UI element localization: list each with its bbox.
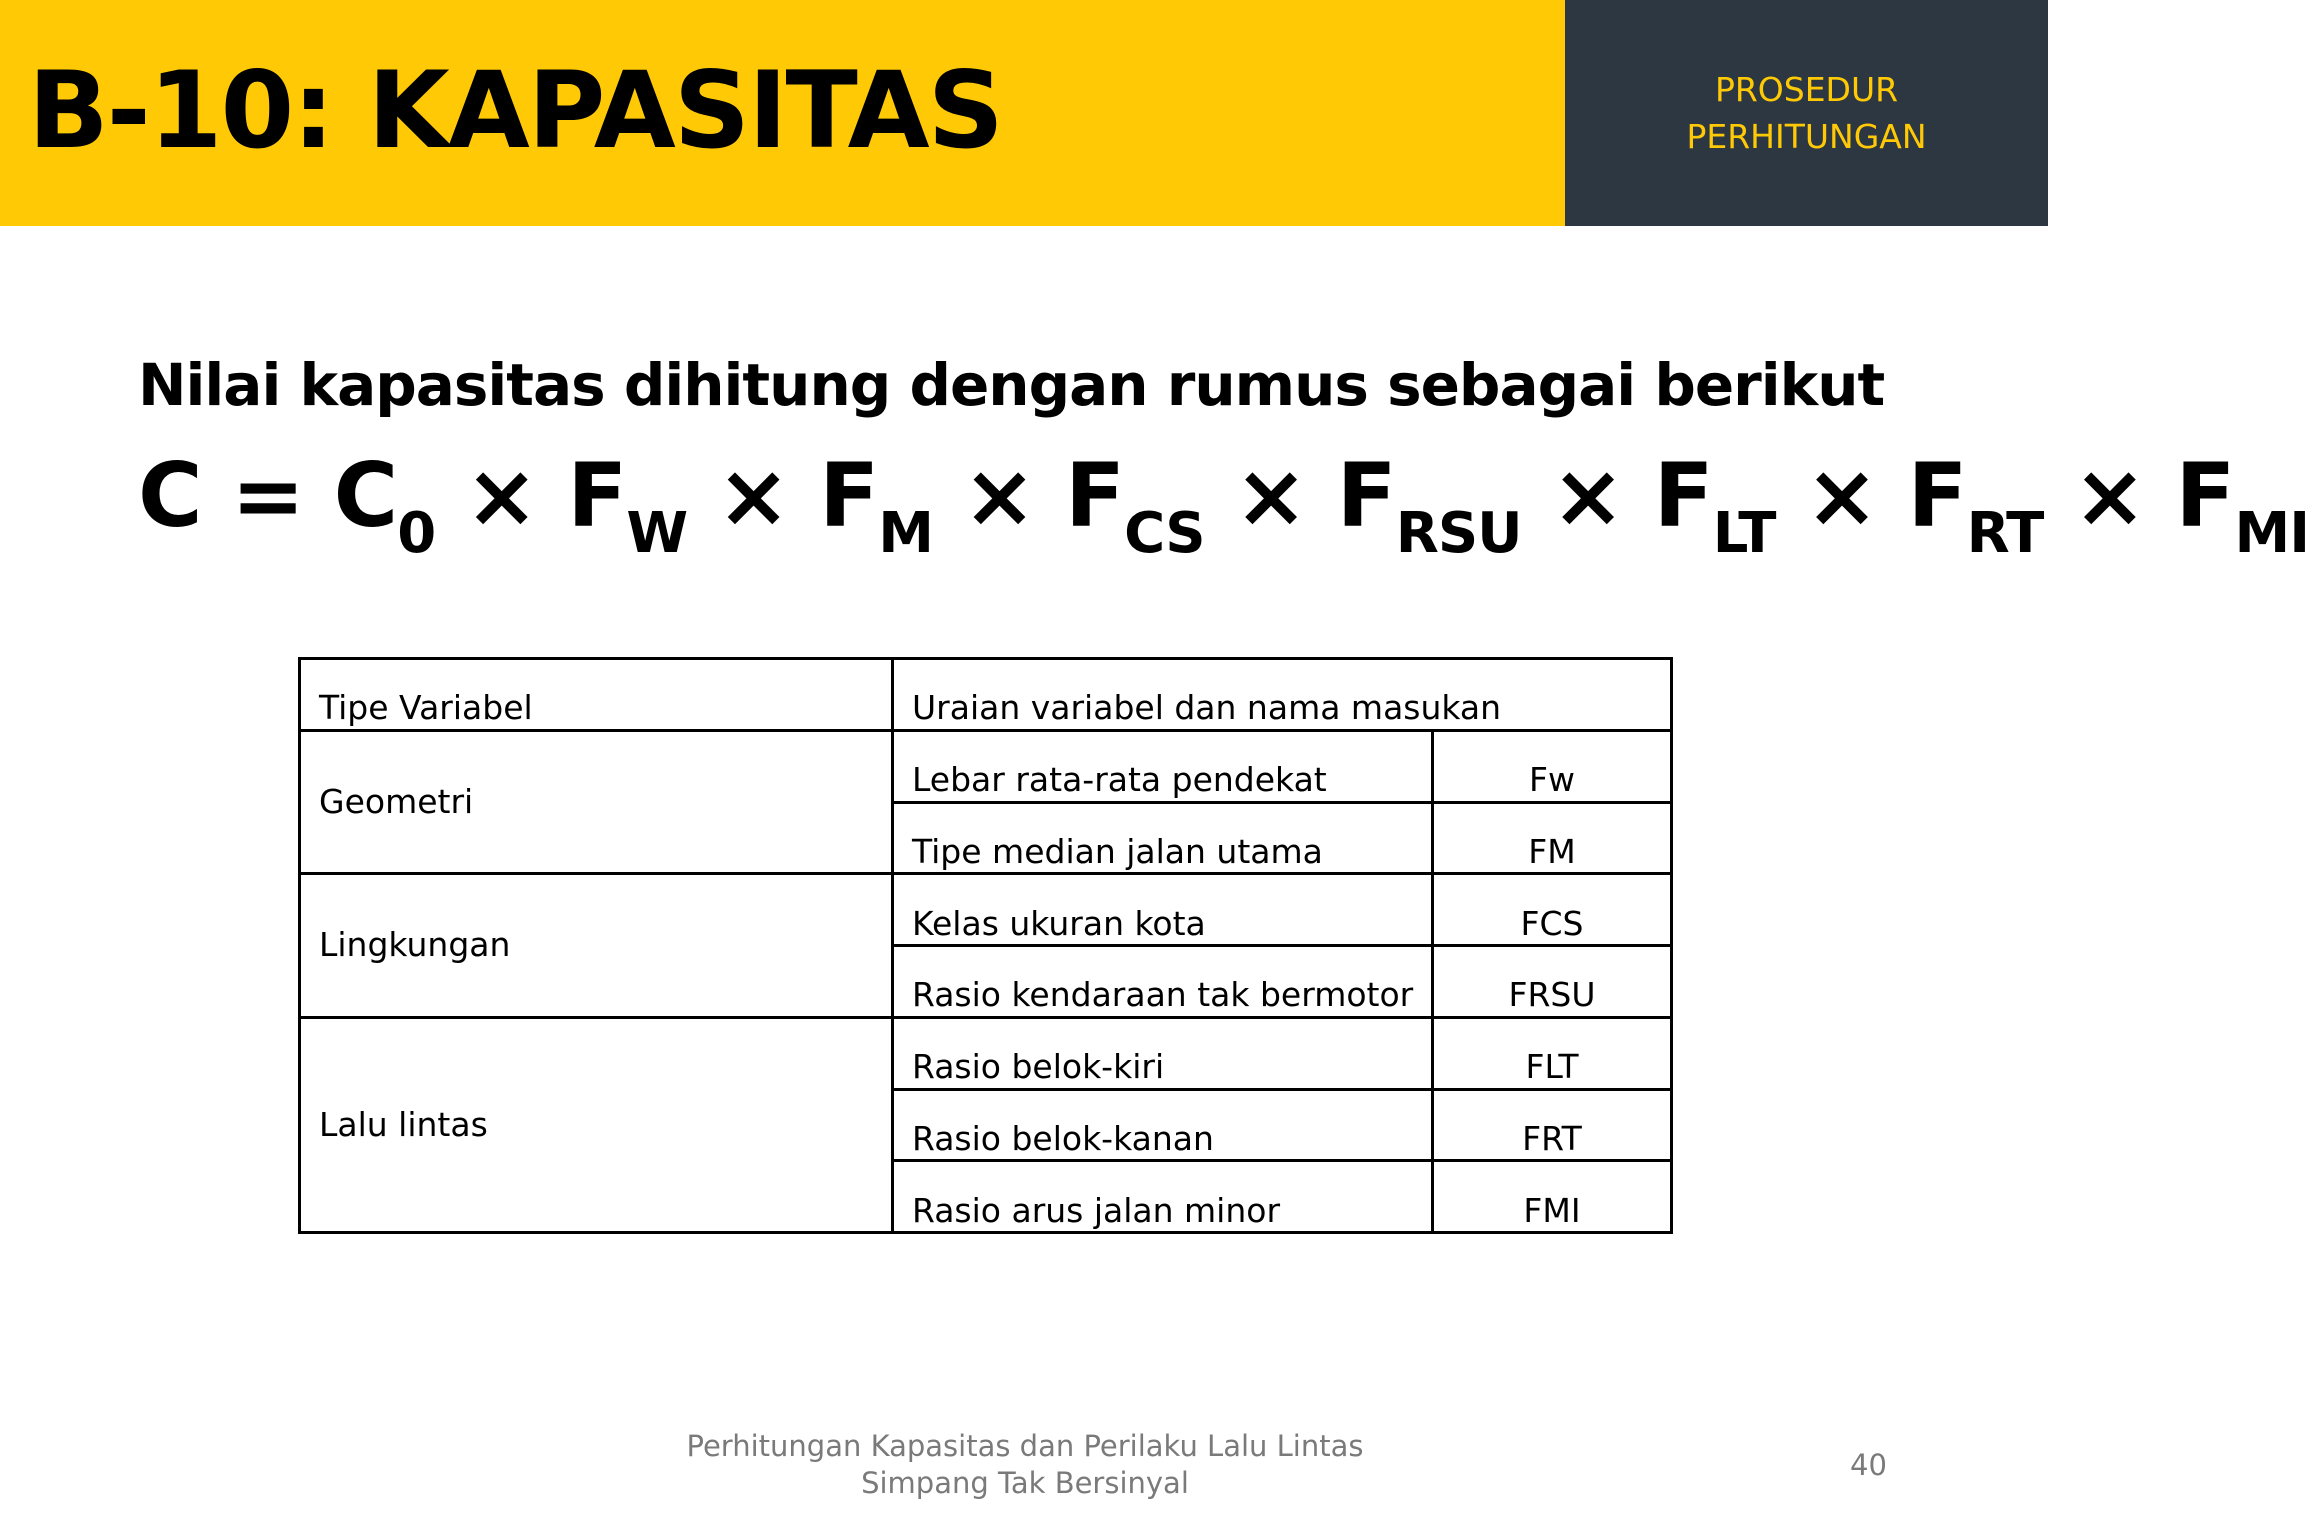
intro-text: Nilai kapasitas dihitung dengan rumus sebagai berikut (138, 351, 1885, 419)
row-code: FRSU (1433, 946, 1672, 1018)
header-bar (0, 0, 1565, 226)
row-description: Tipe median jalan utama (893, 802, 1433, 874)
formula-term-base: F (1064, 444, 1125, 547)
formula-term-base: F (1653, 444, 1713, 547)
row-description: Lebar rata-rata pendekat (893, 730, 1433, 802)
formula-lhs: C (138, 444, 202, 547)
formula-term-base: F (1907, 444, 1967, 547)
formula-term-base: F (567, 444, 627, 547)
formula-times: × (1234, 444, 1307, 547)
formula-times: × (2073, 444, 2146, 547)
row-description: Rasio belok-kiri (893, 1017, 1433, 1089)
header-cell-description: Uraian variabel dan nama masukan (893, 659, 1672, 731)
section-label-line1: PROSEDUR (1714, 70, 1899, 109)
row-description: Rasio kendaraan tak bermotor (893, 946, 1433, 1018)
section-label-panel (1565, 0, 2048, 226)
footer-line1: Perhitungan Kapasitas dan Perilaku Lalu Lintas (686, 1429, 1364, 1463)
row-description: Kelas ukuran kota (893, 874, 1433, 946)
header-cell-type: Tipe Variabel (300, 659, 893, 731)
formula-term-base: F (1336, 444, 1396, 547)
row-code: FM (1433, 802, 1672, 874)
formula-equals: = (231, 444, 304, 547)
group-cell-geometri: Geometri (300, 730, 893, 874)
formula-term-sub: RT (1966, 501, 2044, 566)
formula-term-sub: W (626, 501, 688, 566)
formula-term-base: F (2175, 444, 2235, 547)
row-code: FRT (1433, 1089, 1672, 1161)
table-row (300, 874, 1672, 946)
formula-term-base: C (333, 444, 398, 547)
table-row (300, 1017, 1672, 1089)
formula-times: × (716, 444, 790, 547)
footer-line2: Simpang Tak Bersinyal (861, 1466, 1189, 1500)
footer-caption (625, 1428, 1425, 1502)
row-code: Fw (1433, 730, 1672, 802)
formula-times: × (1551, 444, 1625, 547)
formula-term-fw (567, 444, 688, 566)
formula-term-base: F (819, 444, 879, 547)
formula-term-sub: 0 (397, 501, 436, 566)
table-header-row (300, 659, 1672, 731)
formula-term-sub: CS (1124, 501, 1205, 566)
formula-term-sub: LT (1712, 501, 1776, 566)
formula-term-flt (1653, 444, 1776, 566)
row-description: Rasio belok-kanan (893, 1089, 1433, 1161)
formula-term-sub: MI (2234, 501, 2309, 566)
page-title: B-10: KAPASITAS (28, 49, 1002, 172)
formula-times: × (962, 444, 1036, 547)
group-cell-lingkungan: Lingkungan (300, 874, 893, 1018)
row-code: FLT (1433, 1017, 1672, 1089)
formula-term-sub: M (878, 501, 933, 566)
group-cell-lalu-lintas: Lalu lintas (300, 1017, 893, 1232)
section-label-line2: PERHITUNGAN (1686, 117, 1927, 156)
formula-term-frt (1907, 444, 2044, 566)
page-number: 40 (1850, 1448, 1887, 1482)
row-code: FMI (1433, 1161, 1672, 1233)
formula-term-fcs (1064, 444, 1205, 566)
variable-table (298, 657, 1673, 1234)
capacity-formula (138, 444, 2309, 566)
row-code: FCS (1433, 874, 1672, 946)
formula-term-fmi (2175, 444, 2309, 566)
formula-term-fm (819, 444, 933, 566)
formula-term-c0 (333, 444, 436, 566)
formula-times: × (464, 444, 538, 547)
row-description: Rasio arus jalan minor (893, 1161, 1433, 1233)
formula-times: × (1805, 444, 1878, 547)
formula-term-sub: RSU (1395, 501, 1522, 566)
table-row (300, 730, 1672, 802)
formula-term-frsu (1336, 444, 1522, 566)
